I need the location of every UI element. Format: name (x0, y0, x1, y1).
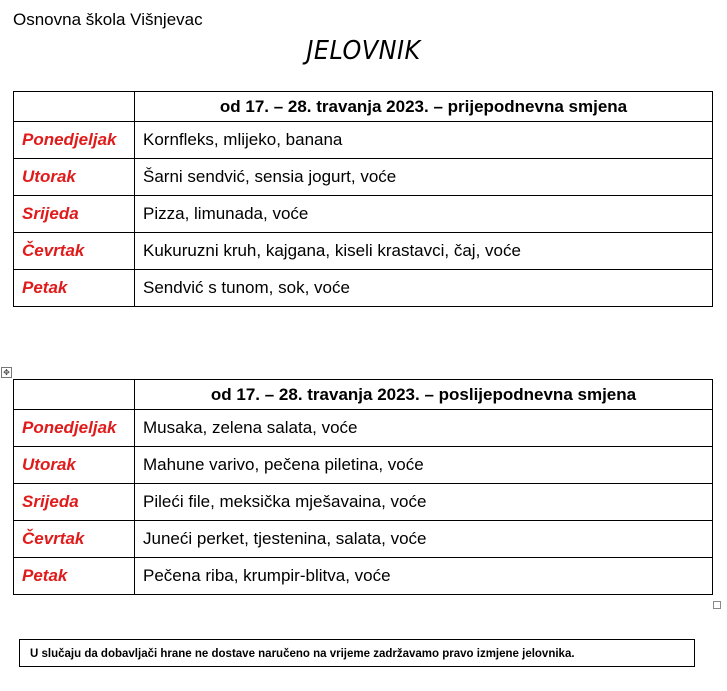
table-resize-handle[interactable] (713, 601, 721, 609)
morning-menu-table (13, 91, 713, 307)
day-cell: Srijeda (14, 484, 135, 521)
school-name: Osnovna škola Višnjevac (13, 10, 203, 29)
dish-cell[interactable]: Šarni sendvić, sensia jogurt, voće (135, 159, 713, 196)
dish-cell[interactable]: Pileći file, meksička mješavaina, voće (135, 484, 713, 521)
day-cell: Utorak (14, 159, 135, 196)
day-cell: Srijeda (14, 196, 135, 233)
morning-shift-header: od 17. – 28. travanja 2023. – prijepodnevna smjena (135, 92, 713, 122)
table-row (14, 270, 713, 307)
dish-cell[interactable]: Pizza, limunada, voće (135, 196, 713, 233)
table-row (14, 410, 713, 447)
day-cell: Ponedjeljak (14, 410, 135, 447)
table-row (14, 122, 713, 159)
table-move-handle-icon[interactable]: ✥ (1, 367, 12, 378)
table-header-row (14, 380, 713, 410)
day-cell: Utorak (14, 447, 135, 484)
page-title: JELOVNIK (306, 36, 421, 66)
corner-cell (14, 380, 135, 410)
afternoon-menu-table (13, 379, 713, 595)
dish-cell[interactable]: Mahune varivo, pečena piletina, voće (135, 447, 713, 484)
disclaimer-note: U slučaju da dobavljači hrane ne dostave naručeno na vrijeme zadržavamo pravo izmjene jelovnika. (19, 639, 695, 667)
day-cell: Petak (14, 270, 135, 307)
dish-cell[interactable]: Kornfleks, mlijeko, banana (135, 122, 713, 159)
dish-cell[interactable]: Musaka, zelena salata, voće (135, 410, 713, 447)
table-row (14, 233, 713, 270)
corner-cell (14, 92, 135, 122)
table-header-row (14, 92, 713, 122)
table-row (14, 196, 713, 233)
table-row (14, 159, 713, 196)
day-cell: Petak (14, 558, 135, 595)
table-row (14, 521, 713, 558)
dish-cell[interactable]: Sendvić s tunom, sok, voće (135, 270, 713, 307)
dish-cell[interactable]: Kukuruzni kruh, kajgana, kiseli krastavci, čaj, voće (135, 233, 713, 270)
table-row (14, 484, 713, 521)
day-cell: Čevrtak (14, 233, 135, 270)
day-cell: Ponedjeljak (14, 122, 135, 159)
table-row (14, 558, 713, 595)
dish-cell[interactable]: Pečena riba, krumpir-blitva, voće (135, 558, 713, 595)
table-row (14, 447, 713, 484)
afternoon-shift-header: od 17. – 28. travanja 2023. – poslijepodnevna smjena (135, 380, 713, 410)
dish-cell[interactable]: Juneći perket, tjestenina, salata, voće (135, 521, 713, 558)
day-cell: Čevrtak (14, 521, 135, 558)
